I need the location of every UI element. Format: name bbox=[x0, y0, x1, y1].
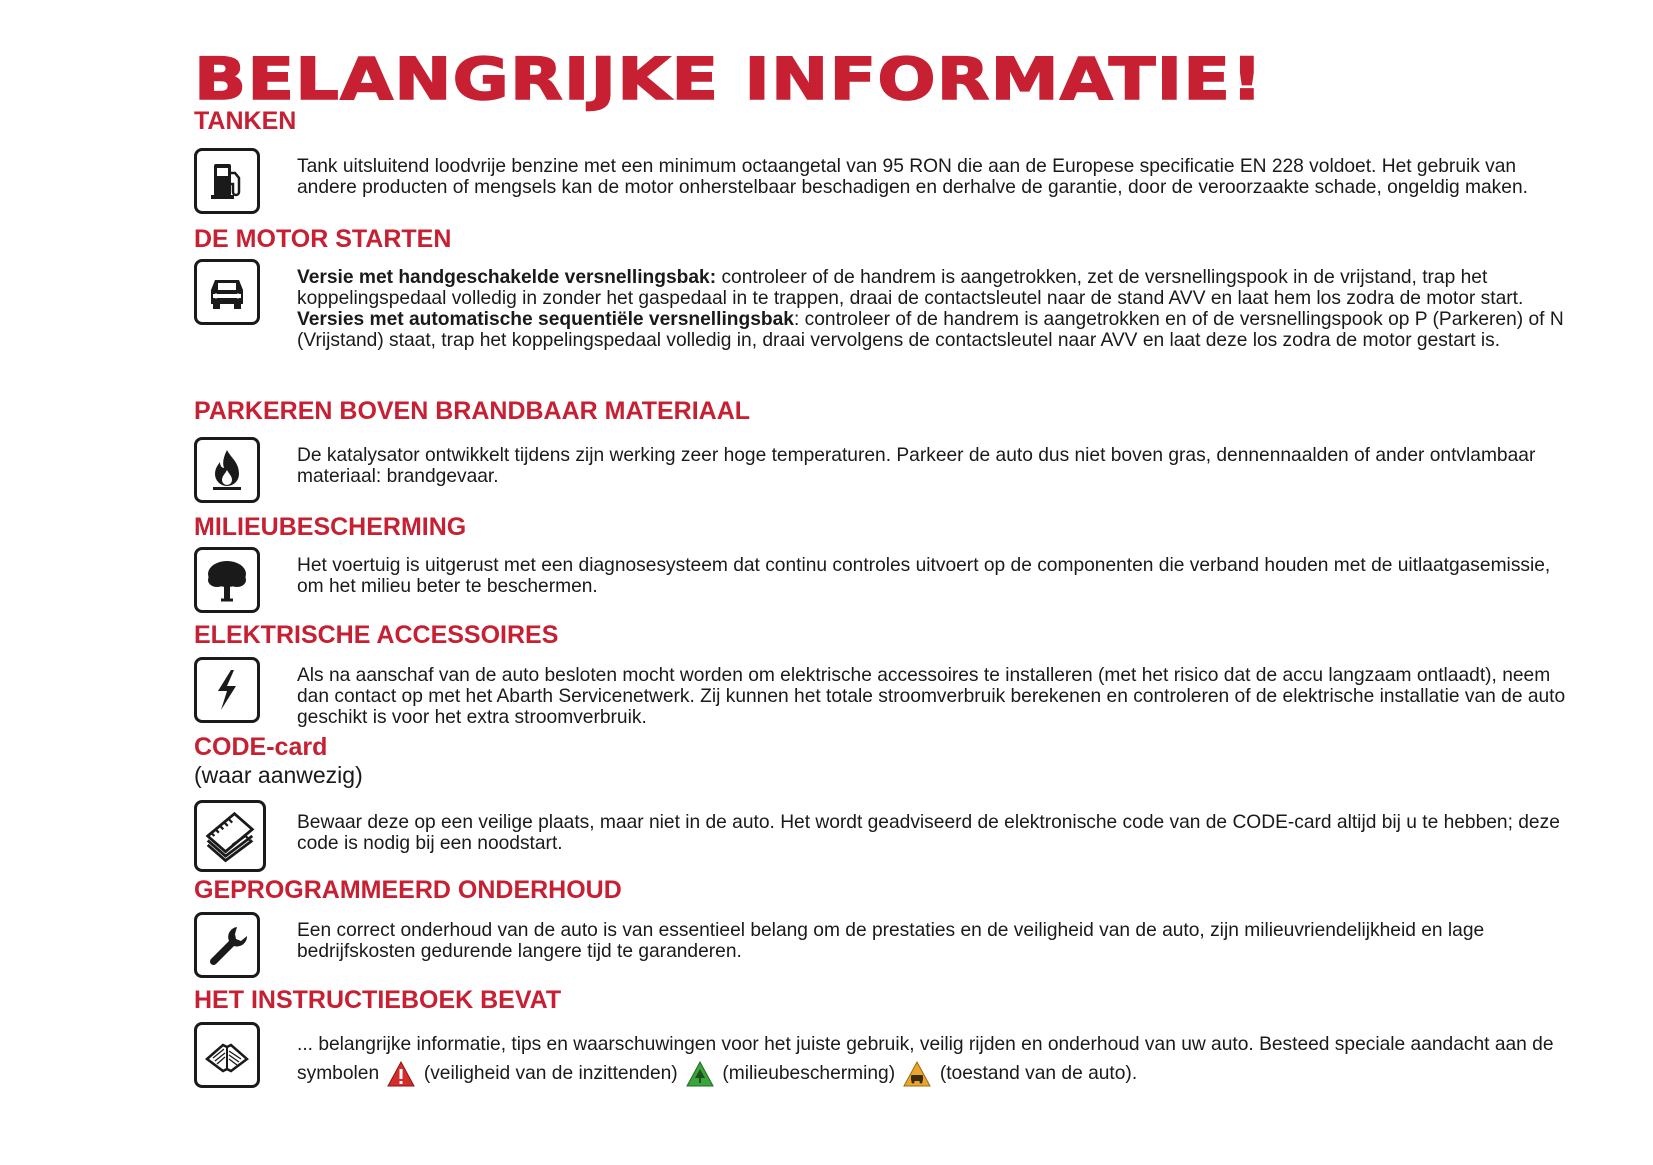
wrench-icon bbox=[194, 912, 260, 978]
environment-warning-icon bbox=[685, 1060, 715, 1088]
lightning-icon bbox=[194, 657, 260, 723]
instructieboek-intro: ... belangrijke informatie, tips en waarschuwingen voor het juiste gebruik, veilig rijden en onderhoud van uw auto. Besteed speciale aandacht aan de symbolen bbox=[297, 1034, 1554, 1084]
onderhoud-text: Een correct onderhoud van de auto is van essentieel belang om de prestaties en de veiligheid van de auto, zijn milieuvriendelijkheid en lage bedrijfskosten gedurende langere tijd te garanderen. bbox=[297, 920, 1485, 962]
heading-geprogrammeerd-onderhoud: GEPROGRAMMEERD ONDERHOUD bbox=[194, 876, 622, 904]
heading-code-card: CODE-card bbox=[194, 733, 328, 761]
heading-instructieboek: HET INSTRUCTIEBOEK BEVAT bbox=[194, 986, 562, 1014]
page-title: BELANGRIJKE INFORMATIE! bbox=[194, 45, 1264, 113]
motor-auto-text: : controleer of de handrem is aangetrokken en of de versnellingspook op P (Parkeren) of N (Vrijstand) staat, trap het koppelingspedaal volledig in, draai vervolgens de contactsleutel naar AVV en laat deze los zodra de motor gestart is. bbox=[297, 309, 1564, 351]
motor-manual-text: controleer of de handrem is aangetrokken, zet de versnellingspook in de vrijstand, trap het koppelingspedaal volledig in zonder het gaspedaal in te trappen, draai de contactsleutel naar de stand AVV en laat hem los zodra de motor start. bbox=[297, 267, 1524, 309]
heading-elektrische-accessoires: ELEKTRISCHE ACCESSOIRES bbox=[194, 621, 559, 649]
elektrisch-text: Als na aanschaf van de auto besloten mocht worden om elektrische accessoires te installeren (met het risico dat de accu langzaam ontlaadt), neem dan contact op met het Abarth Servicenetwerk. Zij kunnen het totale stroomverbruik berekenen en controleren of de elektrische installatie van de auto geschikt is voor het extra stroomverbruik. bbox=[297, 665, 1566, 728]
motor-manual-label: Versie met handgeschakelde versnellingsbak: bbox=[297, 267, 717, 288]
safety-warning-icon bbox=[386, 1060, 416, 1088]
sym3-label: (toestand van de auto). bbox=[939, 1063, 1138, 1084]
card-notebook-icon bbox=[194, 800, 266, 872]
tanken-text: Tank uitsluitend loodvrije benzine met een minimum octaangetal van 95 RON die aan de Europese specificatie EN 228 voldoet. Het gebruik van andere producten of mengsels kan de motor onherstelbaar beschadigen en derhalve de garantie, door de veroorzaakte schade, ongeldig maken. bbox=[297, 156, 1528, 198]
code-card-subheading: (waar aanwezig) bbox=[194, 762, 363, 788]
heading-tanken: TANKEN bbox=[194, 107, 297, 135]
sym2-label: (milieubescherming) bbox=[722, 1063, 896, 1084]
heading-parkeren: PARKEREN BOVEN BRANDBAAR MATERIAAL bbox=[194, 397, 751, 425]
heading-motor-starten: DE MOTOR STARTEN bbox=[194, 225, 452, 253]
car-icon bbox=[194, 259, 260, 325]
instructieboek-text bbox=[297, 1030, 1567, 1088]
fuel-pump-icon bbox=[194, 148, 260, 214]
open-book-icon bbox=[194, 1022, 260, 1088]
tree-icon bbox=[194, 547, 260, 613]
code-card-text: Bewaar deze op een veilige plaats, maar niet in de auto. Het wordt geadviseerd de elektronische code van de CODE-card altijd bij u te hebben; deze code is nodig bij een noodstart. bbox=[297, 812, 1560, 854]
heading-milieubescherming: MILIEUBESCHERMING bbox=[194, 513, 467, 541]
motor-auto-label: Versies met automatische sequentiële versnellingsbak bbox=[297, 309, 794, 330]
motor-auto-paragraph bbox=[297, 309, 1567, 351]
sym1-label: (veiligheid van de inzittenden) bbox=[423, 1063, 678, 1084]
motor-manual-paragraph bbox=[297, 267, 1567, 309]
flame-icon bbox=[194, 437, 260, 503]
parkeren-text: De katalysator ontwikkelt tijdens zijn werking zeer hoge temperaturen. Parkeer de auto dus niet boven gras, dennennaalden of ander ontvlambaar materiaal: brandgevaar. bbox=[297, 445, 1536, 487]
milieu-text: Het voertuig is uitgerust met een diagnosesysteem dat continu controles uitvoert op de componenten die verband houden met de uitlaatgasemissie, om het milieu beter te beschermen. bbox=[297, 555, 1551, 597]
vehicle-warning-icon bbox=[902, 1060, 932, 1088]
motor-text bbox=[297, 267, 1567, 351]
